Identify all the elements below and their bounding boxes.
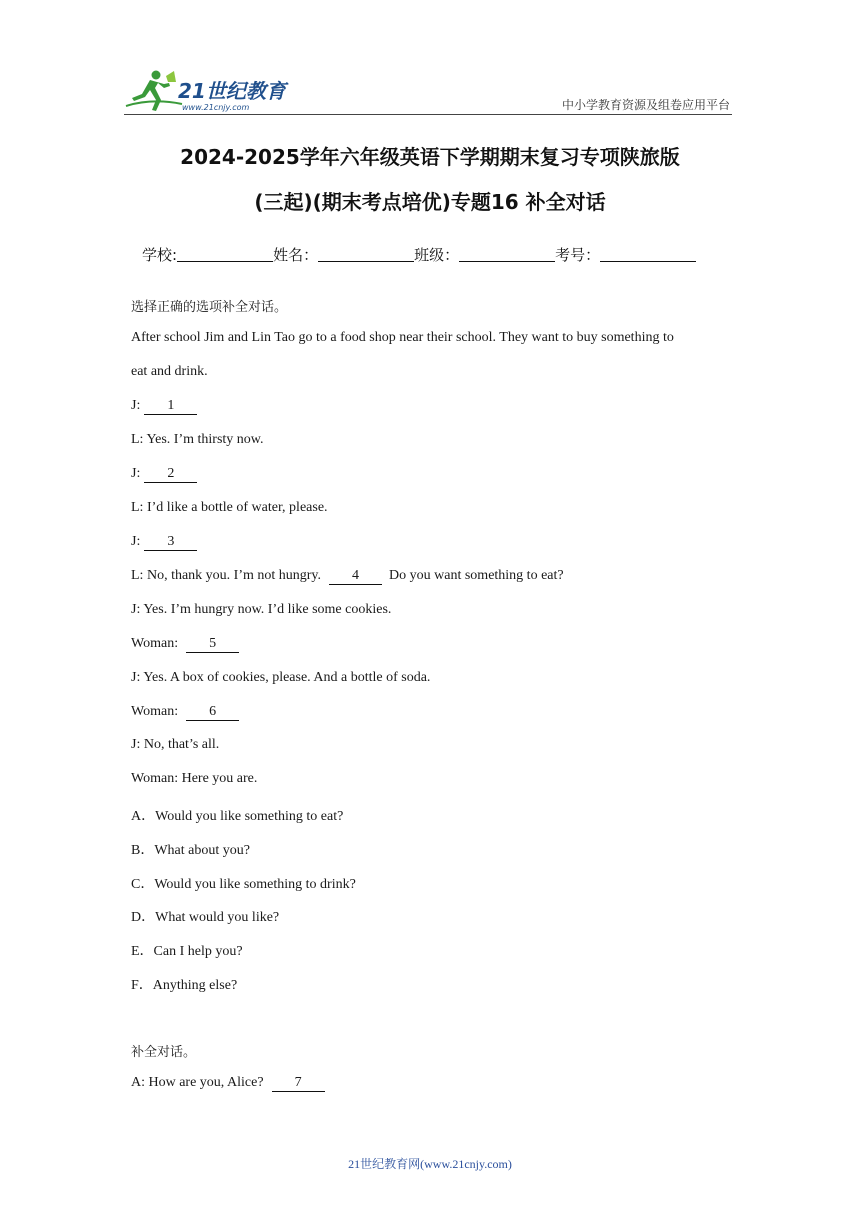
answer-blank-1[interactable]: 1 — [144, 398, 197, 415]
page-title-line1: 2024-2025学年六年级英语下学期期末复习专项陕旅版 — [180, 145, 680, 169]
dialogue-line: Woman: Here you are. — [131, 771, 258, 786]
answer-blank-7[interactable]: 7 — [272, 1075, 325, 1092]
exam-no-blank[interactable] — [600, 247, 696, 262]
name-blank[interactable] — [318, 247, 414, 262]
student-info-fields — [142, 244, 696, 265]
answer-blank-2[interactable]: 2 — [144, 466, 197, 483]
logo-url: www.21cnjy.com — [182, 103, 250, 112]
page-title-line2: (三起)(期末考点培优)专题16 补全对话 — [254, 190, 606, 214]
dialogue-line: J: 2 — [131, 466, 197, 483]
dialogue-line: J: 3 — [131, 534, 197, 551]
page-header — [0, 0, 860, 130]
dialogue-line: A: How are you, Alice? 7 — [131, 1075, 325, 1092]
option-a: A．Would you like something to eat? — [131, 809, 344, 824]
dialogue-line: J: 1 — [131, 398, 197, 415]
answer-blank-6[interactable]: 6 — [186, 704, 239, 721]
class-label: 班级： — [414, 246, 460, 264]
logo — [122, 68, 292, 114]
dialogue-line: J: Yes. I’m hungry now. I’d like some cookies. — [131, 602, 392, 617]
option-e: E．Can I help you? — [131, 944, 243, 959]
school-blank[interactable] — [177, 247, 273, 262]
section1-instruction: 选择正确的选项补全对话。 — [131, 300, 288, 315]
platform-name: 中小学教育资源及组卷应用平台 — [561, 98, 730, 112]
class-blank[interactable] — [459, 247, 555, 262]
section1-intro-line2: eat and drink. — [131, 364, 208, 379]
dialogue-line: Woman: 5 — [131, 636, 239, 653]
option-d: D．What would you like? — [131, 910, 280, 925]
answer-blank-4[interactable]: 4 — [329, 568, 382, 585]
answer-blank-3[interactable]: 3 — [144, 534, 197, 551]
page-footer[interactable]: 21世纪教育网(www.21cnjy.com) — [348, 1157, 512, 1171]
runner-icon — [126, 71, 182, 112]
dialogue-line: L: I’d like a bottle of water, please. — [131, 500, 328, 515]
dialogue-line: L: Yes. I’m thirsty now. — [131, 432, 264, 447]
dialogue-line: L: No, thank you. I’m not hungry. 4 Do you want something to eat? — [131, 568, 564, 583]
dialogue-line: J: Yes. A box of cookies, please. And a bottle of soda. — [131, 670, 431, 685]
dialogue-line: J: No, that’s all. — [131, 737, 220, 752]
dialogue-line: Woman: 6 — [131, 704, 239, 721]
section1-intro-line1: After school Jim and Lin Tao go to a food shop near their school. They want to buy something to — [131, 330, 674, 345]
exam-no-label: 考号： — [555, 246, 601, 264]
option-c: C．Would you like something to drink? — [131, 877, 356, 892]
header-divider — [124, 114, 732, 115]
section2-instruction: 补全对话。 — [131, 1045, 197, 1060]
name-label: 姓名： — [273, 246, 319, 264]
logo-text: 21世纪教育 — [178, 79, 286, 103]
option-b: B．What about you? — [131, 843, 250, 858]
school-label: 学校: — [142, 246, 178, 264]
answer-blank-5[interactable]: 5 — [186, 636, 239, 653]
option-f: F．Anything else? — [131, 978, 238, 993]
